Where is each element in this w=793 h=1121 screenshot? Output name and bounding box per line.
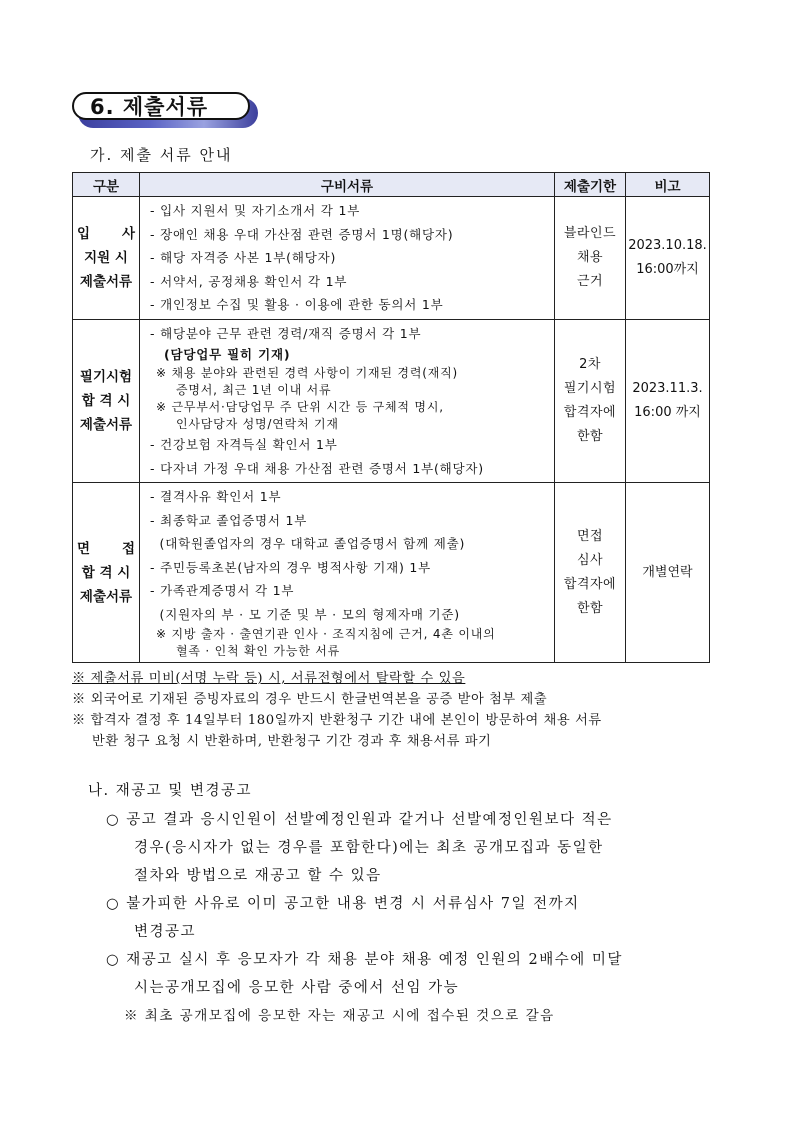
reannouncement-item: ○ 공고 결과 응시인원이 선발예정인원과 같거나 선발예정인원보다 적은	[106, 812, 613, 828]
header-documents: 구비서류	[140, 173, 555, 197]
remarks-cell	[626, 197, 710, 320]
document-item: - 결격사유 확인서 1부	[150, 489, 282, 504]
deadline-line: 합격자에	[563, 576, 617, 592]
reannouncement-section	[88, 778, 623, 1030]
subheading-reannouncement: 나. 재공고 및 변경공고	[88, 783, 252, 799]
category-line	[75, 270, 137, 294]
deadline-line: 2차	[579, 356, 601, 372]
remarks-line: 16:00 까지	[634, 404, 701, 420]
deadline-line: 한함	[576, 600, 604, 616]
document-item: - 가족관계증명서 각 1부	[150, 583, 295, 598]
note-item: ※ 제출서류 미비(서명 누락 등) 시, 서류전형에서 탈락할 수 있음	[72, 671, 466, 686]
section-title-badge	[72, 92, 258, 128]
reannouncement-item: ○ 재공고 실시 후 응모자가 각 채용 분야 채용 예정 인원의 2배수에 미달	[106, 952, 623, 968]
category-text: 지원 시	[84, 249, 128, 266]
note-item: ※ 외국어로 기재된 증빙자료의 경우 반드시 한글번역본을 공증 받아 첨부 제출	[72, 692, 548, 707]
category-text: 필기시험	[79, 368, 133, 385]
table-header-row	[73, 173, 710, 197]
reannouncement-item: ○ 불가피한 사유로 이미 공고한 내용 변경 시 서류심사 7일 전까지	[106, 896, 580, 912]
deadline-line: 근거	[576, 273, 604, 289]
deadline-cell	[555, 319, 626, 483]
document-item: - 해당 자격증 사본 1부(해당자)	[150, 250, 337, 265]
reannouncement-item: ※ 최초 공개모집에 응모한 자는 재공고 시에 접수된 것으로 갈음	[124, 1008, 555, 1024]
document-item: 증명서, 최근 1년 이내 서류	[176, 383, 332, 397]
table-row	[73, 197, 710, 320]
remarks-line: 개별연락	[642, 564, 693, 580]
category-line	[75, 537, 137, 561]
category-text: 제출서류	[79, 416, 133, 433]
deadline-line: 면접	[576, 528, 604, 544]
remarks-cell	[626, 483, 710, 663]
document-item: ※ 지방 출자 · 출연기관 인사 · 조직지침에 근거, 4촌 이내의	[156, 627, 496, 641]
table-row	[73, 319, 710, 483]
category-cell	[73, 483, 140, 663]
documents-cell	[140, 483, 555, 663]
document-item: - 다자녀 가정 우대 채용 가산점 관련 증명서 1부(해당자)	[150, 460, 484, 476]
deadline-line: 한함	[576, 428, 604, 444]
category-cell	[73, 319, 140, 483]
documents-table	[72, 172, 710, 663]
document-item: - 장애인 채용 우대 가산점 관련 증명서 1명(해당자)	[150, 226, 454, 242]
notes-list	[72, 668, 732, 752]
category-text: 제출서류	[79, 273, 133, 290]
deadline-line: 합격자에	[563, 404, 617, 420]
header-category: 구분	[73, 173, 140, 197]
deadline-line: 필기시험	[563, 380, 617, 396]
category-text: 사	[121, 225, 135, 242]
document-item: - 입사 지원서 및 자기소개서 각 1부	[150, 203, 361, 218]
document-item: - 주민등록초본(남자의 경우 병적사항 기재) 1부	[150, 559, 432, 575]
document-item: (대학원졸업자의 경우 대학교 졸업증명서 함께 제출)	[150, 536, 466, 551]
reannouncement-item: 경우(응시자가 없는 경우를 포함한다)에는 최초 공개모집과 동일한	[134, 840, 604, 856]
category-line	[75, 389, 137, 413]
category-line	[75, 222, 137, 246]
remarks-line: 2023.11.3.	[632, 380, 703, 396]
deadline-cell	[555, 197, 626, 320]
remarks-line: 16:00까지	[636, 261, 699, 277]
reannouncement-item: 시는공개모집에 응모한 사람 중에서 선임 가능	[134, 980, 460, 996]
document-item: (지원자의 부 · 모 기준 및 부 · 모의 형제자매 기준)	[150, 606, 460, 622]
category-line	[75, 365, 137, 389]
category-text: 제출서류	[79, 588, 133, 605]
document-item: 인사담당자 성명/연락처 기재	[176, 417, 339, 431]
document-item: - 최종학교 졸업증명서 1부	[150, 512, 308, 528]
reannouncement-item: 절차와 방법으로 재공고 할 수 있음	[134, 868, 382, 884]
reannouncement-list	[88, 806, 623, 1030]
header-remarks: 비고	[626, 173, 710, 197]
section-title: 6. 제출서류	[72, 92, 250, 120]
document-item: ※ 근무부서·담당업무 주 단위 시간 등 구체적 명시,	[156, 400, 444, 414]
category-text: 입	[77, 225, 91, 242]
document-item: - 서약서, 공정채용 확인서 각 1부	[150, 273, 348, 289]
deadline-line: 블라인드	[563, 225, 617, 241]
document-item: 혈족 · 인척 확인 가능한 서류	[176, 644, 340, 658]
category-text: 합 격 시	[81, 392, 131, 409]
subheading-submission-guide: 가. 제출 서류 안내	[90, 146, 233, 164]
document-item: - 개인정보 수집 및 활용 · 이용에 관한 동의서 1부	[150, 297, 444, 312]
document-item: - 건강보험 자격득실 확인서 1부	[150, 437, 338, 452]
category-text: 접	[121, 540, 135, 557]
remarks-line: 2023.10.18.	[628, 237, 707, 253]
document-item: (담당업무 필히 기재)	[164, 347, 291, 362]
category-line	[75, 585, 137, 609]
category-line	[75, 561, 137, 585]
category-text: 합 격 시	[81, 564, 131, 581]
note-item: 반환 청구 요청 시 반환하며, 반환청구 기간 경과 후 채용서류 파기	[92, 734, 492, 749]
reannouncement-item: 변경공고	[134, 924, 197, 940]
table-row	[73, 483, 710, 663]
documents-cell	[140, 319, 555, 483]
remarks-cell	[626, 319, 710, 483]
header-deadline: 제출기한	[555, 173, 626, 197]
deadline-line: 채용	[576, 249, 604, 265]
deadline-line: 심사	[576, 552, 604, 568]
table-body	[73, 197, 710, 663]
category-line	[75, 413, 137, 437]
category-text: 면	[77, 540, 91, 557]
category-cell	[73, 197, 140, 320]
note-item: ※ 합격자 결정 후 14일부터 180일까지 반환청구 기간 내에 본인이 방문하여 채용 서류	[72, 713, 602, 728]
deadline-cell	[555, 483, 626, 663]
documents-cell	[140, 197, 555, 320]
category-line	[75, 246, 137, 270]
document-item: - 해당분야 근무 관련 경력/재직 증명서 각 1부	[150, 325, 422, 341]
document-item: ※ 채용 분야와 관련된 경력 사항이 기재된 경력(재직)	[156, 366, 458, 380]
